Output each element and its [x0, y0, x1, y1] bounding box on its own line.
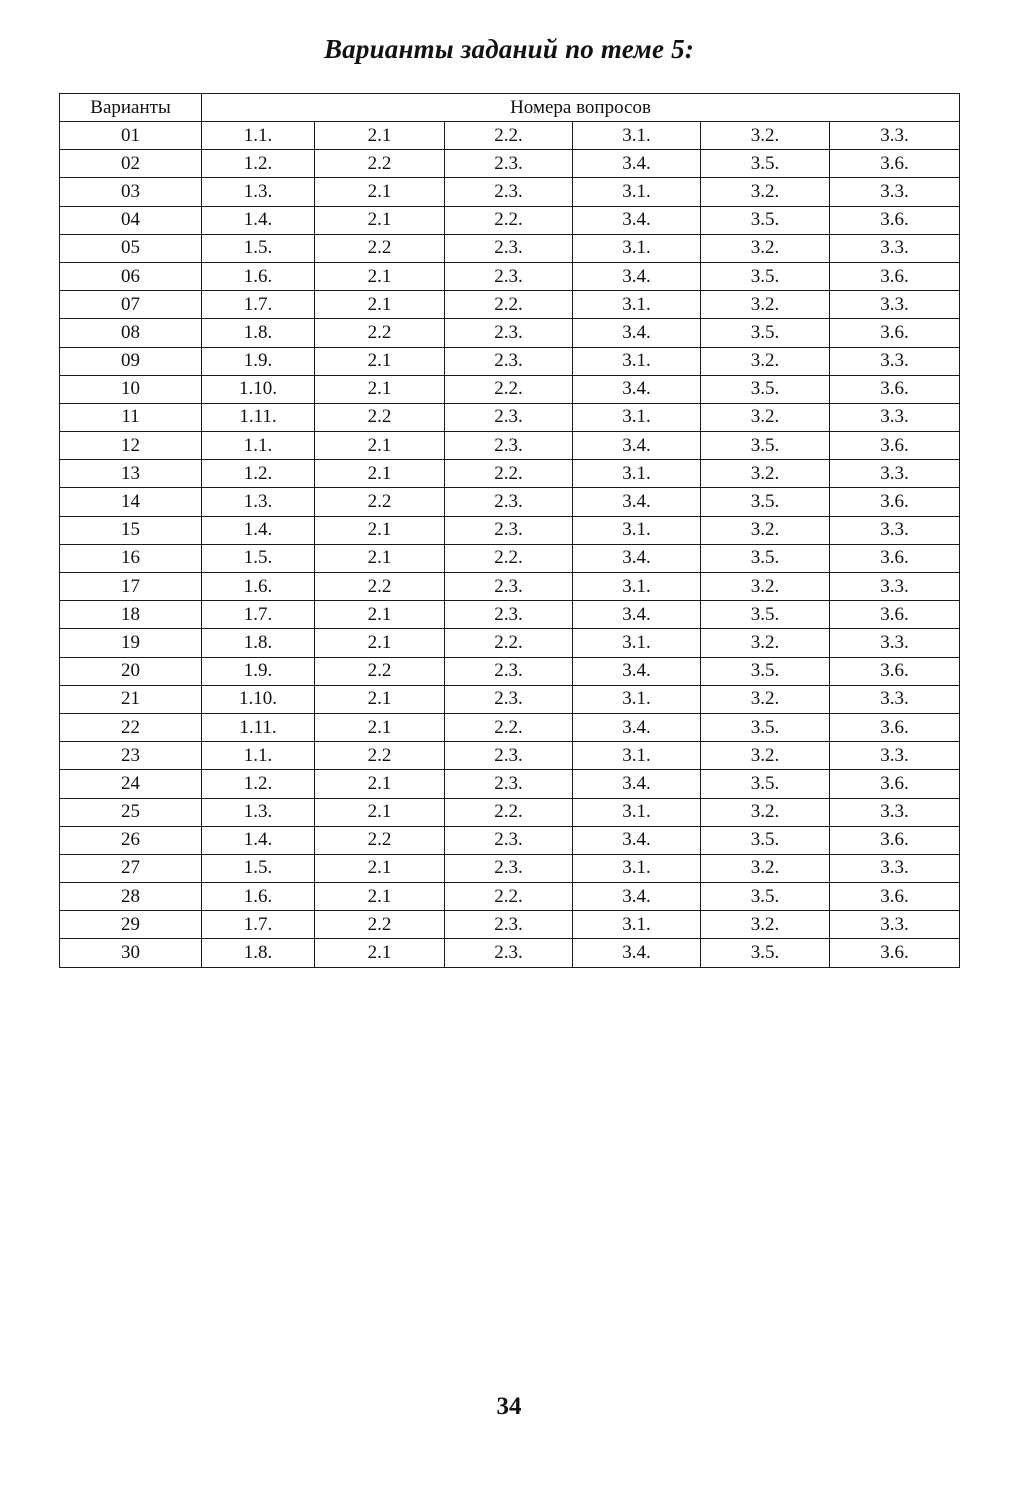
question-number-cell: 2.2: [315, 234, 445, 262]
question-number-cell: 1.8.: [202, 319, 315, 347]
question-number-cell: 2.3.: [445, 347, 573, 375]
question-number-cell: 2.1: [315, 460, 445, 488]
table-row: [60, 911, 960, 939]
question-number-cell: 2.2: [315, 742, 445, 770]
question-number-cell: 3.2.: [701, 122, 830, 150]
question-number-cell: 3.3.: [830, 911, 960, 939]
table-row: [60, 713, 960, 741]
question-number-cell: 2.1: [315, 883, 445, 911]
question-number-cell: 3.5.: [701, 826, 830, 854]
question-number-cell: 2.3.: [445, 488, 573, 516]
question-number-cell: 3.2.: [701, 573, 830, 601]
question-number-cell: 3.3.: [830, 798, 960, 826]
question-number-cell: 2.1: [315, 544, 445, 572]
variant-number-cell: 15: [60, 516, 202, 544]
question-number-cell: 2.3.: [445, 432, 573, 460]
table-header-row: [60, 94, 960, 122]
question-number-cell: 1.8.: [202, 629, 315, 657]
question-number-cell: 3.6.: [830, 488, 960, 516]
table-row: [60, 319, 960, 347]
question-number-cell: 3.5.: [701, 939, 830, 967]
variant-number-cell: 25: [60, 798, 202, 826]
question-number-cell: 2.3.: [445, 516, 573, 544]
question-number-cell: 3.5.: [701, 883, 830, 911]
variant-number-cell: 08: [60, 319, 202, 347]
variant-number-cell: 28: [60, 883, 202, 911]
question-number-cell: 3.3.: [830, 347, 960, 375]
variants-table: [59, 93, 960, 968]
question-number-cell: 2.3.: [445, 234, 573, 262]
question-number-cell: 2.2: [315, 573, 445, 601]
question-number-cell: 3.1.: [573, 122, 701, 150]
question-number-cell: 3.1.: [573, 911, 701, 939]
question-number-cell: 1.10.: [202, 375, 315, 403]
question-number-cell: 2.1: [315, 262, 445, 290]
question-number-cell: 3.4.: [573, 713, 701, 741]
question-number-cell: 3.6.: [830, 713, 960, 741]
variant-number-cell: 04: [60, 206, 202, 234]
variant-number-cell: 17: [60, 573, 202, 601]
variant-number-cell: 29: [60, 911, 202, 939]
variant-number-cell: 27: [60, 854, 202, 882]
question-number-cell: 3.3.: [830, 234, 960, 262]
question-number-cell: 2.3.: [445, 178, 573, 206]
question-number-cell: 2.2.: [445, 883, 573, 911]
question-number-cell: 2.1: [315, 601, 445, 629]
question-number-cell: 2.3.: [445, 573, 573, 601]
table-row: [60, 347, 960, 375]
question-number-cell: 3.2.: [701, 629, 830, 657]
question-number-cell: 3.6.: [830, 770, 960, 798]
question-number-cell: 1.2.: [202, 770, 315, 798]
question-number-cell: 2.2: [315, 657, 445, 685]
question-number-cell: 2.1: [315, 516, 445, 544]
table-row: [60, 488, 960, 516]
question-number-cell: 2.3.: [445, 939, 573, 967]
question-number-cell: 3.1.: [573, 685, 701, 713]
variant-number-cell: 16: [60, 544, 202, 572]
question-number-cell: 3.5.: [701, 657, 830, 685]
table-row: [60, 939, 960, 967]
question-number-cell: 3.3.: [830, 403, 960, 431]
question-number-cell: 3.4.: [573, 657, 701, 685]
question-number-cell: 3.2.: [701, 403, 830, 431]
table-row: [60, 262, 960, 290]
question-number-cell: 3.2.: [701, 854, 830, 882]
page-number: 34: [496, 1393, 522, 1420]
question-number-cell: 2.2.: [445, 798, 573, 826]
question-number-cell: 3.2.: [701, 742, 830, 770]
question-number-cell: 3.2.: [701, 178, 830, 206]
question-number-cell: 1.4.: [202, 206, 315, 234]
variant-number-cell: 10: [60, 375, 202, 403]
question-number-cell: 3.6.: [830, 939, 960, 967]
question-number-cell: 3.6.: [830, 883, 960, 911]
question-number-cell: 2.2.: [445, 206, 573, 234]
table-row: [60, 460, 960, 488]
question-number-cell: 3.1.: [573, 234, 701, 262]
variant-number-cell: 05: [60, 234, 202, 262]
question-number-cell: 1.10.: [202, 685, 315, 713]
question-number-cell: 2.1: [315, 798, 445, 826]
question-number-cell: 2.3.: [445, 826, 573, 854]
question-number-cell: 3.5.: [701, 262, 830, 290]
question-number-cell: 1.7.: [202, 291, 315, 319]
variant-number-cell: 02: [60, 150, 202, 178]
question-number-cell: 3.5.: [701, 770, 830, 798]
page-title: Варианты заданий по теме 5:: [323, 34, 695, 64]
question-number-cell: 3.1.: [573, 573, 701, 601]
variant-number-cell: 18: [60, 601, 202, 629]
table-row: [60, 601, 960, 629]
table-row: [60, 573, 960, 601]
question-number-cell: 3.2.: [701, 460, 830, 488]
question-number-cell: 3.3.: [830, 291, 960, 319]
header-question-numbers: Номера вопросов: [202, 94, 960, 122]
question-number-cell: 1.7.: [202, 601, 315, 629]
question-number-cell: 1.2.: [202, 460, 315, 488]
table-row: [60, 742, 960, 770]
question-number-cell: 3.1.: [573, 291, 701, 319]
variant-number-cell: 19: [60, 629, 202, 657]
question-number-cell: 2.2: [315, 150, 445, 178]
question-number-cell: 3.4.: [573, 432, 701, 460]
table-row: [60, 629, 960, 657]
question-number-cell: 3.4.: [573, 826, 701, 854]
question-number-cell: 3.5.: [701, 713, 830, 741]
question-number-cell: 3.4.: [573, 488, 701, 516]
question-number-cell: 1.6.: [202, 883, 315, 911]
table-row: [60, 770, 960, 798]
question-number-cell: 3.1.: [573, 798, 701, 826]
question-number-cell: 2.3.: [445, 319, 573, 347]
question-number-cell: 3.5.: [701, 544, 830, 572]
question-number-cell: 3.5.: [701, 601, 830, 629]
question-number-cell: 2.2: [315, 319, 445, 347]
question-number-cell: 3.4.: [573, 206, 701, 234]
header-variants: Варианты: [60, 94, 202, 122]
question-number-cell: 1.4.: [202, 516, 315, 544]
question-number-cell: 2.1: [315, 685, 445, 713]
table-row: [60, 432, 960, 460]
variant-number-cell: 09: [60, 347, 202, 375]
question-number-cell: 2.1: [315, 178, 445, 206]
question-number-cell: 3.1.: [573, 403, 701, 431]
variant-number-cell: 23: [60, 742, 202, 770]
table-row: [60, 657, 960, 685]
question-number-cell: 3.6.: [830, 601, 960, 629]
question-number-cell: 3.3.: [830, 460, 960, 488]
question-number-cell: 3.4.: [573, 939, 701, 967]
question-number-cell: 1.9.: [202, 347, 315, 375]
question-number-cell: 3.6.: [830, 544, 960, 572]
question-number-cell: 1.7.: [202, 911, 315, 939]
question-number-cell: 2.1: [315, 291, 445, 319]
variant-number-cell: 13: [60, 460, 202, 488]
question-number-cell: 3.2.: [701, 234, 830, 262]
question-number-cell: 3.4.: [573, 262, 701, 290]
question-number-cell: 3.4.: [573, 601, 701, 629]
question-number-cell: 3.3.: [830, 122, 960, 150]
table-row: [60, 883, 960, 911]
question-number-cell: 3.1.: [573, 629, 701, 657]
table-row: [60, 544, 960, 572]
question-number-cell: 1.11.: [202, 403, 315, 431]
question-number-cell: 2.2: [315, 826, 445, 854]
question-number-cell: 3.3.: [830, 685, 960, 713]
question-number-cell: 2.3.: [445, 403, 573, 431]
question-number-cell: 2.1: [315, 122, 445, 150]
question-number-cell: 3.5.: [701, 206, 830, 234]
question-number-cell: 2.3.: [445, 657, 573, 685]
variant-number-cell: 03: [60, 178, 202, 206]
question-number-cell: 1.1.: [202, 122, 315, 150]
question-number-cell: 3.1.: [573, 854, 701, 882]
table-row: [60, 516, 960, 544]
table-row: [60, 798, 960, 826]
variant-number-cell: 07: [60, 291, 202, 319]
question-number-cell: 3.2.: [701, 911, 830, 939]
table-row: [60, 206, 960, 234]
question-number-cell: 3.1.: [573, 347, 701, 375]
question-number-cell: 2.3.: [445, 854, 573, 882]
question-number-cell: 1.9.: [202, 657, 315, 685]
question-number-cell: 1.11.: [202, 713, 315, 741]
question-number-cell: 3.6.: [830, 319, 960, 347]
question-number-cell: 2.1: [315, 854, 445, 882]
question-number-cell: 2.3.: [445, 685, 573, 713]
question-number-cell: 3.6.: [830, 206, 960, 234]
question-number-cell: 3.5.: [701, 150, 830, 178]
question-number-cell: 2.2.: [445, 544, 573, 572]
question-number-cell: 3.6.: [830, 432, 960, 460]
question-number-cell: 2.2: [315, 488, 445, 516]
question-number-cell: 2.2.: [445, 713, 573, 741]
question-number-cell: 3.3.: [830, 854, 960, 882]
question-number-cell: 3.4.: [573, 770, 701, 798]
question-number-cell: 1.5.: [202, 544, 315, 572]
variant-number-cell: 11: [60, 403, 202, 431]
question-number-cell: 3.6.: [830, 150, 960, 178]
question-number-cell: 3.6.: [830, 262, 960, 290]
variant-number-cell: 26: [60, 826, 202, 854]
question-number-cell: 3.2.: [701, 516, 830, 544]
question-number-cell: 2.1: [315, 206, 445, 234]
variant-number-cell: 12: [60, 432, 202, 460]
question-number-cell: 1.5.: [202, 854, 315, 882]
question-number-cell: 3.4.: [573, 150, 701, 178]
question-number-cell: 2.2.: [445, 122, 573, 150]
table-row: [60, 291, 960, 319]
question-number-cell: 3.5.: [701, 375, 830, 403]
table-row: [60, 854, 960, 882]
question-number-cell: 3.1.: [573, 516, 701, 544]
question-number-cell: 1.2.: [202, 150, 315, 178]
table-row: [60, 150, 960, 178]
question-number-cell: 2.1: [315, 375, 445, 403]
question-number-cell: 3.6.: [830, 826, 960, 854]
question-number-cell: 3.6.: [830, 657, 960, 685]
question-number-cell: 3.5.: [701, 432, 830, 460]
table-row: [60, 178, 960, 206]
table-row: [60, 403, 960, 431]
question-number-cell: 1.3.: [202, 178, 315, 206]
question-number-cell: 2.3.: [445, 770, 573, 798]
question-number-cell: 2.1: [315, 347, 445, 375]
question-number-cell: 2.2.: [445, 375, 573, 403]
question-number-cell: 2.3.: [445, 601, 573, 629]
question-number-cell: 3.4.: [573, 319, 701, 347]
question-number-cell: 3.1.: [573, 178, 701, 206]
question-number-cell: 3.3.: [830, 178, 960, 206]
question-number-cell: 1.8.: [202, 939, 315, 967]
question-number-cell: 3.5.: [701, 488, 830, 516]
question-number-cell: 2.3.: [445, 911, 573, 939]
question-number-cell: 3.2.: [701, 291, 830, 319]
question-number-cell: 3.2.: [701, 798, 830, 826]
question-number-cell: 2.1: [315, 770, 445, 798]
question-number-cell: 1.1.: [202, 432, 315, 460]
table-row: [60, 826, 960, 854]
question-number-cell: 3.1.: [573, 460, 701, 488]
variant-number-cell: 22: [60, 713, 202, 741]
question-number-cell: 1.6.: [202, 573, 315, 601]
question-number-cell: 3.3.: [830, 516, 960, 544]
question-number-cell: 2.3.: [445, 150, 573, 178]
question-number-cell: 3.2.: [701, 685, 830, 713]
question-number-cell: 2.1: [315, 713, 445, 741]
variant-number-cell: 01: [60, 122, 202, 150]
question-number-cell: 2.1: [315, 939, 445, 967]
table-row: [60, 234, 960, 262]
question-number-cell: 2.2: [315, 403, 445, 431]
question-number-cell: 2.1: [315, 629, 445, 657]
question-number-cell: 2.2.: [445, 291, 573, 319]
question-number-cell: 2.1: [315, 432, 445, 460]
question-number-cell: 1.3.: [202, 488, 315, 516]
question-number-cell: 1.3.: [202, 798, 315, 826]
question-number-cell: 3.3.: [830, 742, 960, 770]
question-number-cell: 3.4.: [573, 544, 701, 572]
table-row: [60, 685, 960, 713]
question-number-cell: 2.2: [315, 911, 445, 939]
variant-number-cell: 14: [60, 488, 202, 516]
question-number-cell: 2.2.: [445, 629, 573, 657]
question-number-cell: 2.3.: [445, 262, 573, 290]
variant-number-cell: 24: [60, 770, 202, 798]
question-number-cell: 3.4.: [573, 883, 701, 911]
question-number-cell: 3.4.: [573, 375, 701, 403]
table-row: [60, 375, 960, 403]
table-body: [60, 122, 960, 968]
question-number-cell: 1.5.: [202, 234, 315, 262]
question-number-cell: 3.3.: [830, 629, 960, 657]
table-row: [60, 122, 960, 150]
question-number-cell: 3.1.: [573, 742, 701, 770]
question-number-cell: 2.3.: [445, 742, 573, 770]
question-number-cell: 3.5.: [701, 319, 830, 347]
question-number-cell: 1.6.: [202, 262, 315, 290]
variant-number-cell: 06: [60, 262, 202, 290]
question-number-cell: 3.2.: [701, 347, 830, 375]
question-number-cell: 1.4.: [202, 826, 315, 854]
question-number-cell: 1.1.: [202, 742, 315, 770]
question-number-cell: 3.6.: [830, 375, 960, 403]
variant-number-cell: 21: [60, 685, 202, 713]
variant-number-cell: 30: [60, 939, 202, 967]
question-number-cell: 2.2.: [445, 460, 573, 488]
question-number-cell: 3.3.: [830, 573, 960, 601]
variant-number-cell: 20: [60, 657, 202, 685]
